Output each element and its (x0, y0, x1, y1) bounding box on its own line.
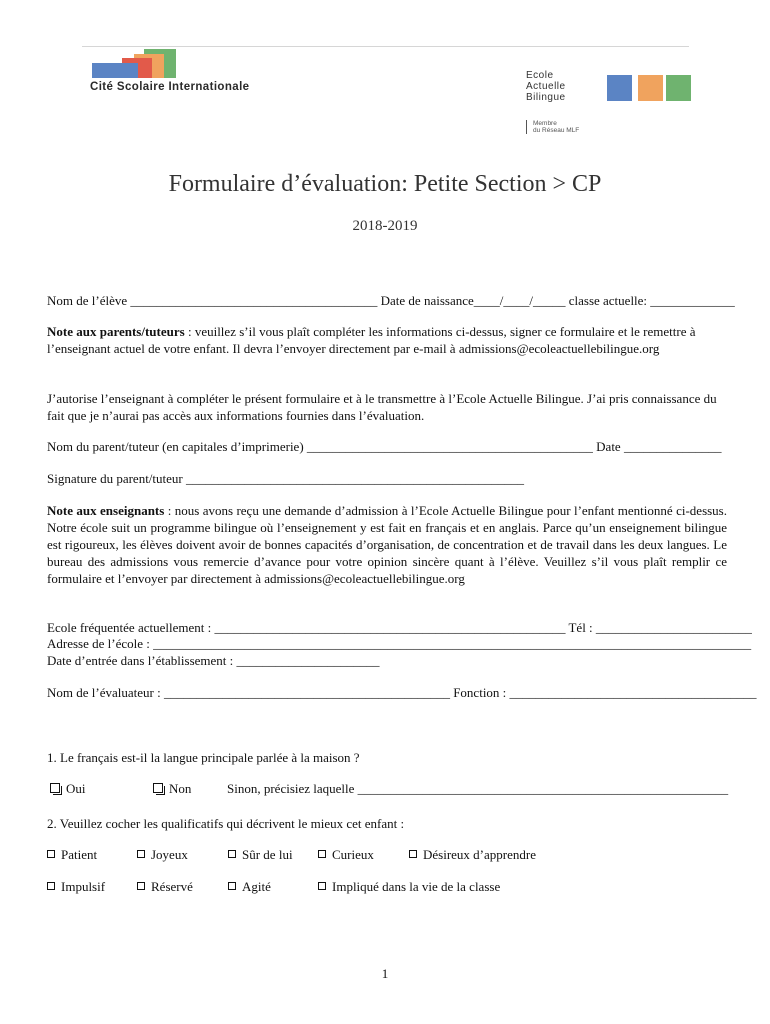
teachers-note-text: : nous avons reçu une demande d’admission à l’Ecole Actuelle Bilingue pour l’enfant mentionné ci-dessus. Notre école suit un programme bilingue où l’enseignement y est fait en français et en anglais. Parce qu’un enseignement bilingue est rigoureux, les élèves doivent avoir de bonnes capacités d’organisation, de concentration et de travail dans les deux langues. Le bureau des admissions vous remercie d’avance pour votre opinion sincère quant à l’élève. Veuillez s’il vous plaît remplir ce formulaire et l’envoyer par directement à admissions@ecoleactuellebilingue.org (47, 503, 727, 586)
checkbox-curieux[interactable] (318, 850, 326, 858)
checkbox-oui[interactable] (50, 783, 60, 793)
checkbox-implique[interactable] (318, 882, 326, 890)
option-oui[interactable] (50, 781, 86, 797)
school-year: 2018-2019 (352, 218, 418, 234)
eab-member-text: Membre du Réseau MLF (526, 120, 579, 134)
eab-name: Ecole Actuelle Bilingue (526, 70, 566, 103)
teachers-note (47, 502, 727, 587)
checkbox-impulsif[interactable] (47, 882, 55, 890)
checkbox-non[interactable] (153, 783, 163, 793)
eab-logo (526, 70, 691, 140)
evaluator-line: Nom de l’évaluateur : ____________________________________________ Fonction : ______________________________________ (47, 685, 757, 700)
parents-note (47, 323, 727, 357)
trait-sur-de-lui[interactable]: Sûr de lui (228, 847, 293, 863)
cite-scolaire-name: Cité Scolaire Internationale (90, 81, 250, 93)
question-2: 2. Veuillez cocher les qualificatifs qui décrivent le mieux cet enfant : (47, 816, 405, 831)
checkbox-joyeux[interactable] (137, 850, 145, 858)
signature-line: Signature du parent/tuteur ____________________________________________________ (47, 471, 524, 486)
eab-green-block (666, 75, 691, 101)
option-non[interactable] (153, 781, 191, 797)
trait-reserve[interactable]: Réservé (137, 879, 193, 895)
checkbox-sur-de-lui[interactable] (228, 850, 236, 858)
trait-desireux[interactable]: Désireux d’apprendre (409, 847, 536, 863)
entry-date-line: Date d’entrée dans l’établissement : ______________________ (47, 653, 380, 668)
cite-scolaire-logo (82, 47, 332, 107)
question-1: 1. Le français est-il la langue principale parlée à la maison ? (47, 750, 360, 765)
checkbox-patient[interactable] (47, 850, 55, 858)
parents-note-text: : veuillez s’il vous plaît compléter les informations ci-dessus, signer ce formulaire et le remettre à l’enseignant actuel de votre enfant. Il devra l’envoyer directement par e-mail à admissions@ecoleactuellebilingue.org (47, 324, 696, 356)
teachers-note-label: Note aux enseignants (47, 503, 165, 518)
trait-patient[interactable]: Patient (47, 847, 97, 863)
parent-name-line: Nom du parent/tuteur (en capitales d’imprimerie) ____________________________________________ Date _______________ (47, 439, 722, 454)
option-oui-label: Oui (66, 781, 86, 796)
checkbox-reserve[interactable] (137, 882, 145, 890)
student-info-line: Nom de l’élève ______________________________________ Date de naissance____/____/_____ classe actuelle: _____________ (47, 293, 735, 308)
school-address-line: Adresse de l’école : ____________________________________________________________________________________________ (47, 636, 752, 651)
eab-blue-block (607, 75, 632, 101)
trait-curieux[interactable]: Curieux (318, 847, 374, 863)
eab-orange-block (638, 75, 663, 101)
authorization-text: J’autorise l’enseignant à compléter le présent formulaire et à le transmettre à l’Ecole Actuelle Bilingue. J’ai pris connaissance du fait que je n’aurai pas accès aux informations fournies dans l’évaluation. (47, 391, 717, 423)
trait-agite[interactable]: Agité (228, 879, 271, 895)
other-language-line: Sinon, précisiez laquelle _________________________________________________________ (227, 781, 729, 796)
parents-note-label: Note aux parents/tuteurs (47, 324, 185, 339)
option-non-label: Non (169, 781, 192, 796)
checkbox-desireux[interactable] (409, 850, 417, 858)
page-title: Formulaire d’évaluation: Petite Section > CP (168, 171, 602, 197)
page-number: 1 (381, 966, 389, 981)
trait-impulsif[interactable]: Impulsif (47, 879, 105, 895)
checkbox-agite[interactable] (228, 882, 236, 890)
current-school-line: Ecole fréquentée actuellement : ______________________________________________________ Tél : ________________________ (47, 620, 752, 635)
trait-joyeux[interactable]: Joyeux (137, 847, 188, 863)
trait-implique[interactable]: Impliqué dans la vie de la classe (318, 879, 500, 895)
